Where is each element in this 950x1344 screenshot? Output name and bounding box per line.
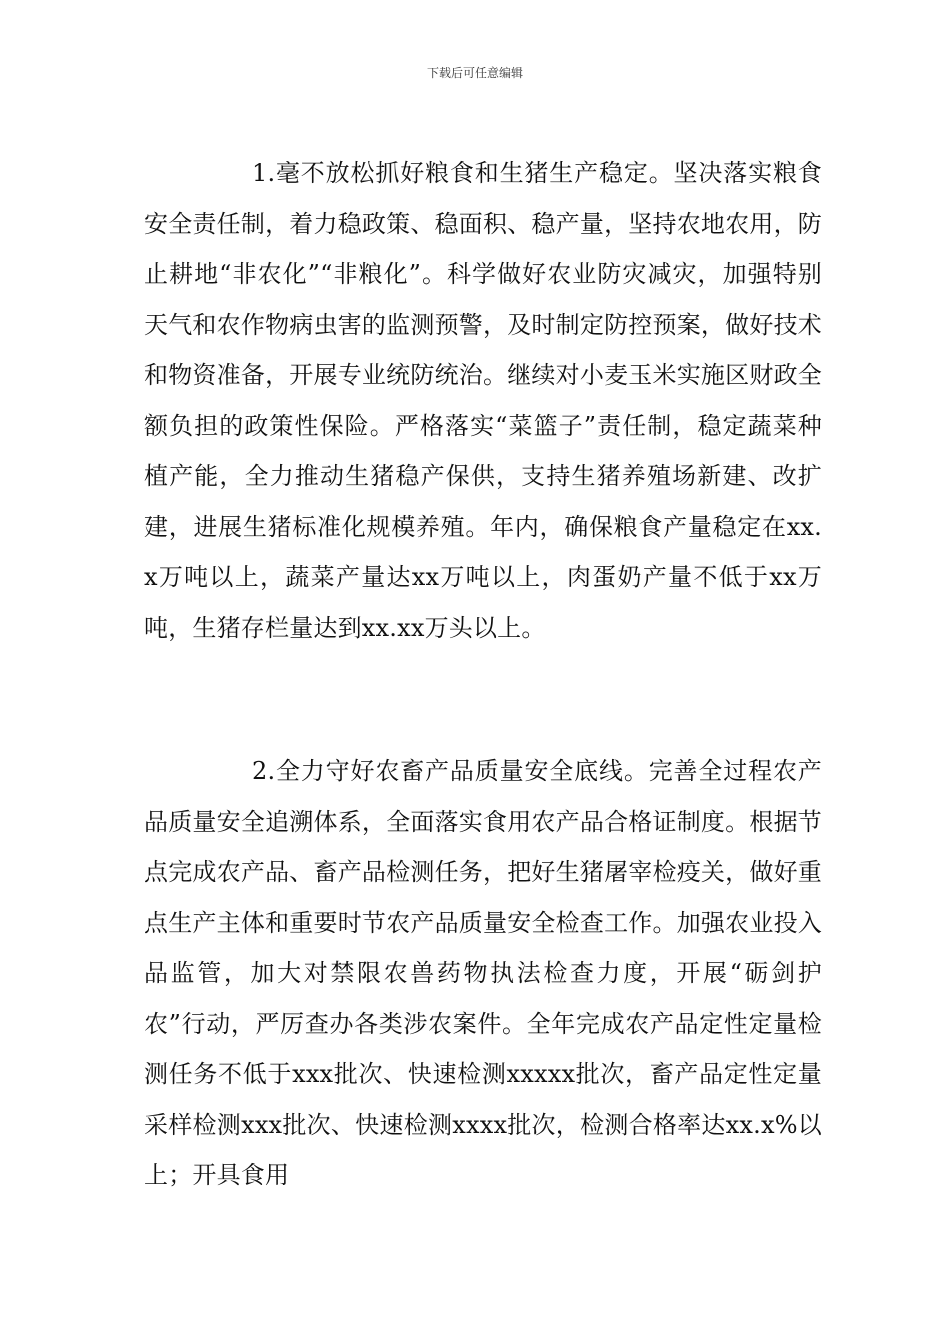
body-paragraph-1: 1.毫不放松抓好粮食和生猪生产稳定。坚决落实粮食安全责任制，着力稳政策、稳面积、稳产量，坚持农地农用，防止耕地“非农化”“非粮化”。科学做好农业防灾减灾，加强特别天气和农作物病虫害的监测预警，及时制定防控预案，做好技术和物资准备，开展专业统防统治。继续对小麦玉米实施区财政全额负担的政策性保险。严格落实“菜篮子”责任制，稳定蔬菜种植产能，全力推动生猪稳产保供，支持生猪养殖场新建、改扩建，进展生猪标准化规模养殖。年内，确保粮食产量稳定在xx.x万吨以上，蔬菜产量达xx万吨以上，肉蛋奶产量不低于xx万吨，生猪存栏量达到xx.xx万头以上。: [144, 159, 822, 642]
page-header-note: 下载后可任意编辑: [426, 66, 523, 80]
body-paragraph-2: 2.全力守好农畜产品质量安全底线。完善全过程农产品质量安全追溯体系，全面落实食用农产品合格证制度。根据节点完成农产品、畜产品检测任务，把好生猪屠宰检疫关，做好重点生产主体和重要时节农产品质量安全检查工作。加强农业投入品监管，加大对禁限农兽药物执法检查力度，开展“砺剑护农”行动，严厉查办各类涉农案件。全年完成农产品定性定量检测任务不低于xxx批次、快速检测xxxxx批次，畜产品定性定量采样检测xxx批次、快速检测xxxx批次，检测合格率达xx.x%以上；开具食用: [144, 757, 822, 1189]
